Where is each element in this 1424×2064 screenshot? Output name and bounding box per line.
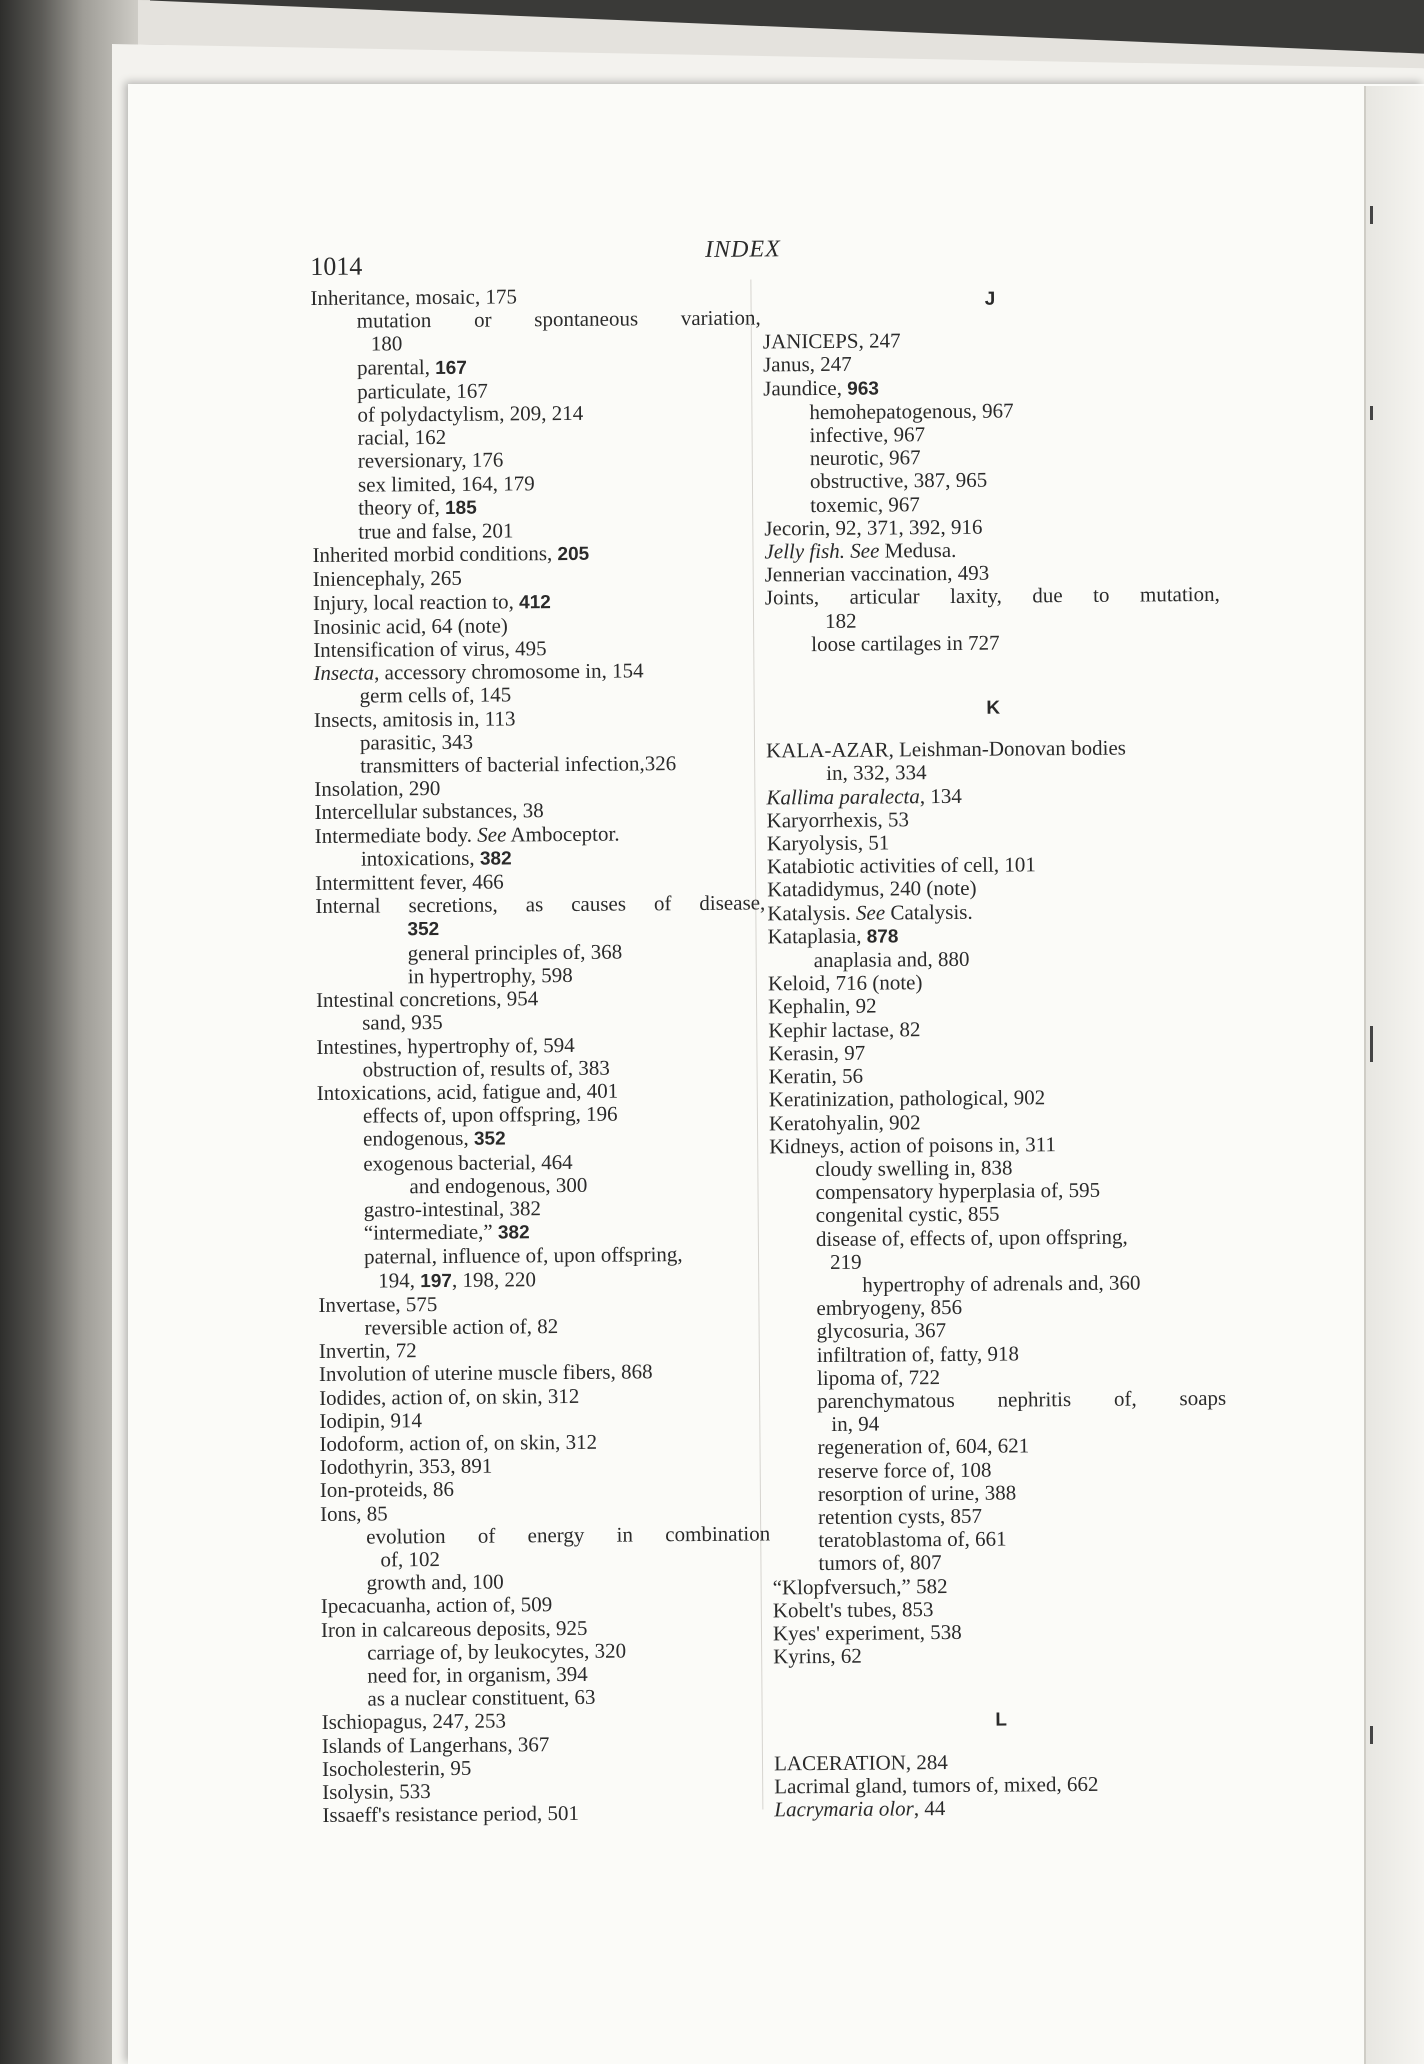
index-content [310, 228, 1227, 1828]
index-entry: Katalysis. See Catalysis. [767, 899, 973, 926]
index-entry: Invertin, 72 [318, 1338, 417, 1364]
index-entry: obstruction of, results of, 383 [362, 1055, 610, 1082]
index-entry: congenital cystic, 855 [815, 1201, 1000, 1228]
index-entry: Kallima paralecta, 134 [766, 783, 962, 810]
index-entry: toxemic, 967 [810, 491, 920, 517]
index-entry: intoxications, 382 [360, 845, 512, 871]
index-entry: Intermittent fever, 466 [314, 869, 504, 896]
index-entry: JANICEPS, 247 [762, 328, 901, 354]
index-entry: Keloid, 716 (note) [767, 970, 923, 996]
index-entry: Kephalin, 92 [767, 994, 877, 1019]
index-entry: Kataplasia, 878 [767, 923, 899, 949]
index-entry: reversible action of, 82 [364, 1314, 559, 1340]
index-entry: Intestines, hypertrophy of, 594 [316, 1032, 575, 1059]
index-entry: Kephir lactase, 82 [768, 1016, 921, 1043]
index-entry: tumors of, 807 [818, 1550, 942, 1576]
index-entry: of, 102 [380, 1546, 440, 1572]
index-entry: Katadidymus, 240 (note) [767, 876, 977, 902]
index-entry: endogenous, 352 [363, 1126, 506, 1151]
index-entry: Katabiotic activities of cell, 101 [766, 852, 1036, 879]
index-entry: obstructive, 387, 965 [809, 468, 988, 494]
index-entry: Intoxications, acid, fatigue and, 401 [316, 1078, 619, 1105]
index-entry: Involution of uterine muscle fibers, 868 [318, 1359, 653, 1387]
index-entry: Intermediate body. See Amboceptor. [314, 821, 620, 848]
index-entry: and endogenous, 300 [409, 1172, 588, 1198]
index-entry: Ischiopagus, 247, 253 [321, 1708, 507, 1735]
index-column-left [310, 283, 772, 1827]
index-entry: as a nuclear constituent, 63 [367, 1684, 596, 1711]
index-entry: loose cartilages in 727 [811, 630, 1000, 656]
index-entry: Insecta, accessory chromosome in, 154 [313, 658, 644, 686]
index-entry: Injury, local reaction to, 412 [312, 589, 551, 615]
section-gap [765, 653, 1220, 693]
index-entry: anaplasia and, 880 [813, 946, 970, 973]
index-entry: gastro-intestinal, 382 [363, 1196, 542, 1222]
index-entry: paternal, influence of, upon offspring, [363, 1242, 683, 1269]
index-entry: Inosinic acid, 64 (note) [312, 613, 508, 639]
index-entry: Issaeff's resistance period, 501 [322, 1801, 579, 1828]
index-entry: hypertrophy of adrenals and, 360 [862, 1270, 1141, 1297]
index-entry: KALA-AZAR, Leishman-Donovan bodies [765, 735, 1127, 763]
index-entry: neurotic, 967 [809, 445, 921, 471]
index-entry: Kerasin, 97 [768, 1040, 866, 1066]
index-entry: in, 94 [831, 1411, 880, 1437]
index-entry: Keratin, 56 [768, 1063, 864, 1089]
index-entry: carriage of, by leukocytes, 320 [367, 1638, 627, 1665]
index-column-right [762, 280, 1229, 1822]
index-entry: regeneration of, 604, 621 [817, 1433, 1030, 1460]
index-entry: Ion-proteids, 86 [319, 1477, 455, 1503]
index-entry: disease of, effects of, upon offspring, [815, 1224, 1128, 1251]
index-entry: Isocholesterin, 95 [321, 1755, 472, 1781]
index-letter-heading: J [984, 288, 996, 310]
index-entry: Inherited morbid conditions, 205 [312, 541, 590, 568]
index-entry: Invertase, 575 [318, 1291, 438, 1317]
index-letter-heading: L [995, 1709, 1008, 1732]
index-entry: Inheritance, mosaic, 175 [310, 284, 518, 310]
index-entry: Iodides, action of, on skin, 312 [319, 1383, 580, 1410]
index-entry: Kyes' experiment, 538 [772, 1619, 962, 1646]
running-head: INDEX [705, 236, 781, 263]
index-entry: Internal secretions, as causes of disease, [315, 890, 766, 919]
section-gap [773, 1665, 1228, 1705]
index-entry: Kobelt's tubes, 853 [772, 1596, 934, 1623]
index-entry: of polydactylism, 209, 214 [357, 400, 584, 427]
index-entry: glycosuria, 367 [816, 1318, 947, 1344]
index-entry: Isolysin, 533 [322, 1779, 431, 1804]
index-entry: 182 [824, 608, 857, 633]
index-entry: Joints, articular laxity, due to mutation, [764, 582, 1220, 610]
index-entry: racial, 162 [357, 425, 447, 450]
index-entry: sex limited, 164, 179 [357, 470, 535, 497]
index-entry: 219 [829, 1249, 862, 1274]
index-entry: “Klopfversuch,” 582 [772, 1573, 948, 1599]
index-entry: infective, 967 [809, 422, 926, 448]
index-entry: LACERATION, 284 [773, 1749, 948, 1775]
index-entry: Jennerian vaccination, 493 [764, 560, 990, 587]
index-entry: cloudy swelling in, 838 [815, 1155, 1013, 1181]
index-entry: Iodoform, action of, on skin, 312 [319, 1429, 598, 1456]
index-entry: parenchymatous nephritis of, soaps [817, 1385, 1227, 1413]
index-entry: “intermediate,” 382 [363, 1219, 530, 1245]
index-entry: Keratinization, pathological, 902 [768, 1085, 1046, 1112]
index-entry: Keratohyalin, 902 [768, 1109, 921, 1135]
index-entry: evolution of energy in combination [366, 1521, 771, 1549]
index-entry: general principles of, 368 [407, 939, 623, 965]
index-entry: teratoblastoma of, 661 [818, 1526, 1007, 1553]
index-entry: Kyrins, 62 [773, 1643, 862, 1669]
index-entry: infiltration of, fatty, 918 [816, 1340, 1020, 1367]
index-entry: mutation or spontaneous variation, [356, 305, 761, 333]
index-entry: growth and, 100 [366, 1569, 504, 1595]
index-entry: parental, 167 [356, 354, 467, 380]
index-entry: Iodipin, 914 [319, 1407, 423, 1433]
index-entry: in hypertrophy, 598 [407, 962, 573, 989]
index-entry: resorption of urine, 388 [817, 1480, 1017, 1506]
index-entry: need for, in organism, 394 [367, 1661, 588, 1688]
index-entry: Lacrimal gland, tumors of, mixed, 662 [774, 1771, 1099, 1799]
index-entry: Intercellular substances, 38 [314, 798, 544, 825]
index-entry: Jecorin, 92, 371, 392, 916 [764, 514, 983, 541]
index-entry: Lacrymaria olor, 44 [774, 1796, 946, 1822]
index-entry: Iron in calcareous deposits, 925 [320, 1615, 588, 1642]
index-entry: retention cysts, 857 [817, 1503, 983, 1530]
index-entry: Insolation, 290 [314, 776, 441, 802]
facing-page-edge [1364, 86, 1424, 2064]
index-entry: Kidneys, action of poisons in, 311 [769, 1131, 1057, 1159]
index-entry: hemohepatogenous, 967 [809, 398, 1014, 424]
index-entry: Ions, 85 [319, 1500, 388, 1526]
index-entry: transmitters of bacterial infection,326 [360, 751, 677, 778]
index-entry: 180 [370, 331, 403, 356]
index-entry: Insects, amitosis in, 113 [313, 706, 516, 732]
index-entry: lipoma of, 722 [816, 1364, 941, 1390]
index-entry: Jelly fish. See Medusa. [764, 537, 957, 564]
index-entry: theory of, 185 [358, 494, 477, 520]
index-entry: Islands of Langerhans, 367 [321, 1731, 550, 1758]
index-entry: effects of, upon offspring, 196 [362, 1101, 618, 1128]
index-entry: particulate, 167 [357, 378, 488, 404]
index-entry: true and false, 201 [358, 518, 514, 544]
index-entry: Intensification of virus, 495 [313, 636, 547, 663]
index-entry: reserve force of, 108 [817, 1457, 992, 1483]
page-header [310, 228, 1210, 285]
page-number: 1014 [310, 251, 363, 281]
index-entry: compensatory hyperplasia of, 595 [815, 1177, 1101, 1205]
index-entry: reversionary, 176 [357, 447, 504, 474]
index-entry: Jaundice, 963 [763, 375, 879, 401]
index-entry: sand, 935 [362, 1010, 443, 1035]
index-entry: exogenous bacterial, 464 [363, 1149, 573, 1176]
index-entry: Janus, 247 [762, 352, 852, 377]
index-entry: in, 332, 334 [826, 760, 927, 786]
index-entry: Ipecacuanha, action of, 509 [320, 1592, 553, 1619]
index-entry: 352 [407, 919, 440, 941]
index-entry: germ cells of, 145 [359, 682, 512, 709]
index-entry: embryogeny, 856 [816, 1295, 963, 1321]
index-entry: 194, 197, 198, 220 [378, 1266, 537, 1293]
index-entry: Karyolysis, 51 [766, 830, 890, 856]
index-entry: Intestinal concretions, 954 [315, 986, 539, 1013]
index-entry: Iniencephaly, 265 [312, 566, 462, 592]
index-entry: parasitic, 343 [359, 729, 474, 755]
index-entry: Iodothyrin, 353, 891 [319, 1453, 493, 1480]
index-entry: Karyorrhexis, 53 [766, 807, 909, 833]
index-letter-heading: K [986, 697, 1001, 719]
